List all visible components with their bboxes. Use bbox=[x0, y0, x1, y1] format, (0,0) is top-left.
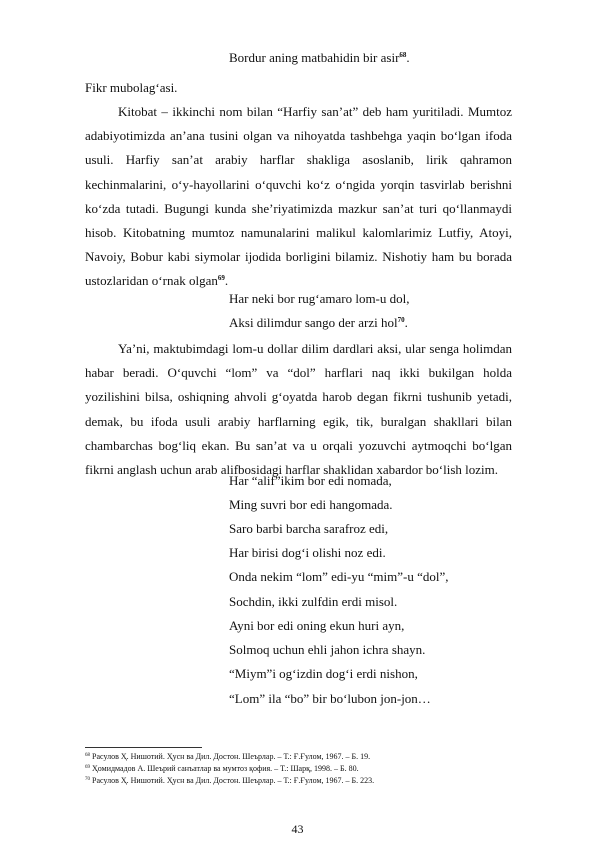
footnote-number: 70 bbox=[85, 777, 90, 782]
footnote-69 bbox=[85, 764, 359, 774]
footnote-divider bbox=[85, 747, 202, 748]
intro-verse-text: Bordur aning matbahidin bir asir bbox=[229, 50, 400, 65]
couplet-line-2-text: Aksi dilimdur sango der arzi hol bbox=[229, 315, 398, 330]
couplet-line-1: Har neki bor rug‘amaro lom-u dol, bbox=[229, 291, 410, 306]
poem-line: Ming suvri bor edi hangomada. bbox=[229, 497, 393, 512]
paragraph-yani bbox=[85, 337, 512, 482]
paragraph-kitobat bbox=[85, 100, 512, 294]
poem-line: Har birisi dog‘i olishi noz edi. bbox=[229, 545, 386, 560]
poem-line: “Miym”i og‘izdin dog‘i erdi nishon, bbox=[229, 666, 418, 681]
footnote-text: Расулов Ҳ. Нишотий. Ҳусн ва Дил. Достон. Шеърлар. – Т.: Ғ.Ғулом, 1967. – Б. 223. bbox=[92, 776, 375, 785]
footnote-number: 68 bbox=[85, 753, 90, 758]
poem-line: Sochdin, ikki zulfdin erdi misol. bbox=[229, 594, 398, 609]
page-number: 43 bbox=[291, 822, 304, 836]
poem-line: Onda nekim “lom” edi-yu “mim”-u “dol”, bbox=[229, 569, 449, 584]
poem-line: “Lom” ila “bo” bir bo‘lubon jon-jon… bbox=[229, 691, 431, 706]
couplet-line-2 bbox=[229, 315, 408, 331]
footnote-ref-68[interactable]: 68 bbox=[399, 51, 407, 59]
footnote-text: Ҳомидмадов А. Шеърий санъатлар ва мумтоз қофия. – Т.: Шарқ, 1998. – Б. 80. bbox=[92, 764, 359, 773]
paragraph-kitobat-text: Kitobat – ikkinchi nom bilan “Harfiy san’at” deb ham yuritiladi. Mumtoz adabiyotimizda an’ana tusini olgan va nihoyatda tashbehga yaqin bo‘lgan ifoda usuli. Harfiy san’at arabiy harflar shakliga asoslanib, lirik qahramon kechinmalarini, o‘y-hayollarini o‘quvchi ko‘z o‘ngida yorqin tasvirlab berishni ko‘zda tutadi. Bugungi kunda she’riyatimizda mazkur san’at turi qo‘llanmaydi hisob. Kitobatning mumtoz namunalarini malikul kalomlarimiz Lutfiy, Atoyi, Navoiy, Bobur kabi siymolar ijodida borligini bilamiz. Nishotiy ham bu borada ustozlaridan o‘rnak olgan bbox=[85, 104, 512, 289]
couplet-line-2-end: . bbox=[404, 315, 408, 330]
poem-line: Har “alif”ikim bor edi nomada, bbox=[229, 473, 392, 488]
footnote-text: Расулов Ҳ. Нишотий. Ҳусн ва Дил. Достон. Шеърлар. – Т.: Ғ.Ғулом, 1967. – Б. 19. bbox=[92, 752, 371, 761]
paragraph-yani-text: Ya’ni, maktubimdagi lom-u dollar dilim dardlari aksi, ular senga holimdan habar beradi. O‘quvchi “lom” va “dol” harflari naq ikki bukilgan holda yozilishini bilsa, oshiqning ahvoli g‘oyatda harob degan fikrni tushunib yetadi, demak, bu ifoda usuli arabiy harflarning egik, tik, buralgan shakllari bilan chambarchas bog‘liq ekan. Bu san’at va u orqali yozuvchi aytmoqchi bo‘lgan fikrni anglash uchun arab alifbosidagi harflar shaklidan xabardor bo‘lish lozim. bbox=[85, 341, 512, 478]
footnote-68 bbox=[85, 752, 370, 762]
intro-verse bbox=[229, 50, 410, 66]
poem-line: Ayni bor edi oning ekun huri ayn, bbox=[229, 618, 405, 633]
footnote-ref-70[interactable]: 70 bbox=[397, 316, 405, 324]
poem-line: Solmoq uchun ehli jahon ichra shayn. bbox=[229, 642, 426, 657]
fikr-line: Fikr mubolag‘asi. bbox=[85, 80, 178, 95]
poem-line: Saro barbi barcha sarafroz edi, bbox=[229, 521, 389, 536]
footnote-ref-69[interactable]: 69 bbox=[217, 274, 225, 283]
paragraph-kitobat-end: . bbox=[224, 273, 229, 289]
footnote-70 bbox=[85, 776, 374, 786]
intro-verse-end: . bbox=[406, 50, 410, 65]
footnote-number: 69 bbox=[85, 765, 90, 770]
